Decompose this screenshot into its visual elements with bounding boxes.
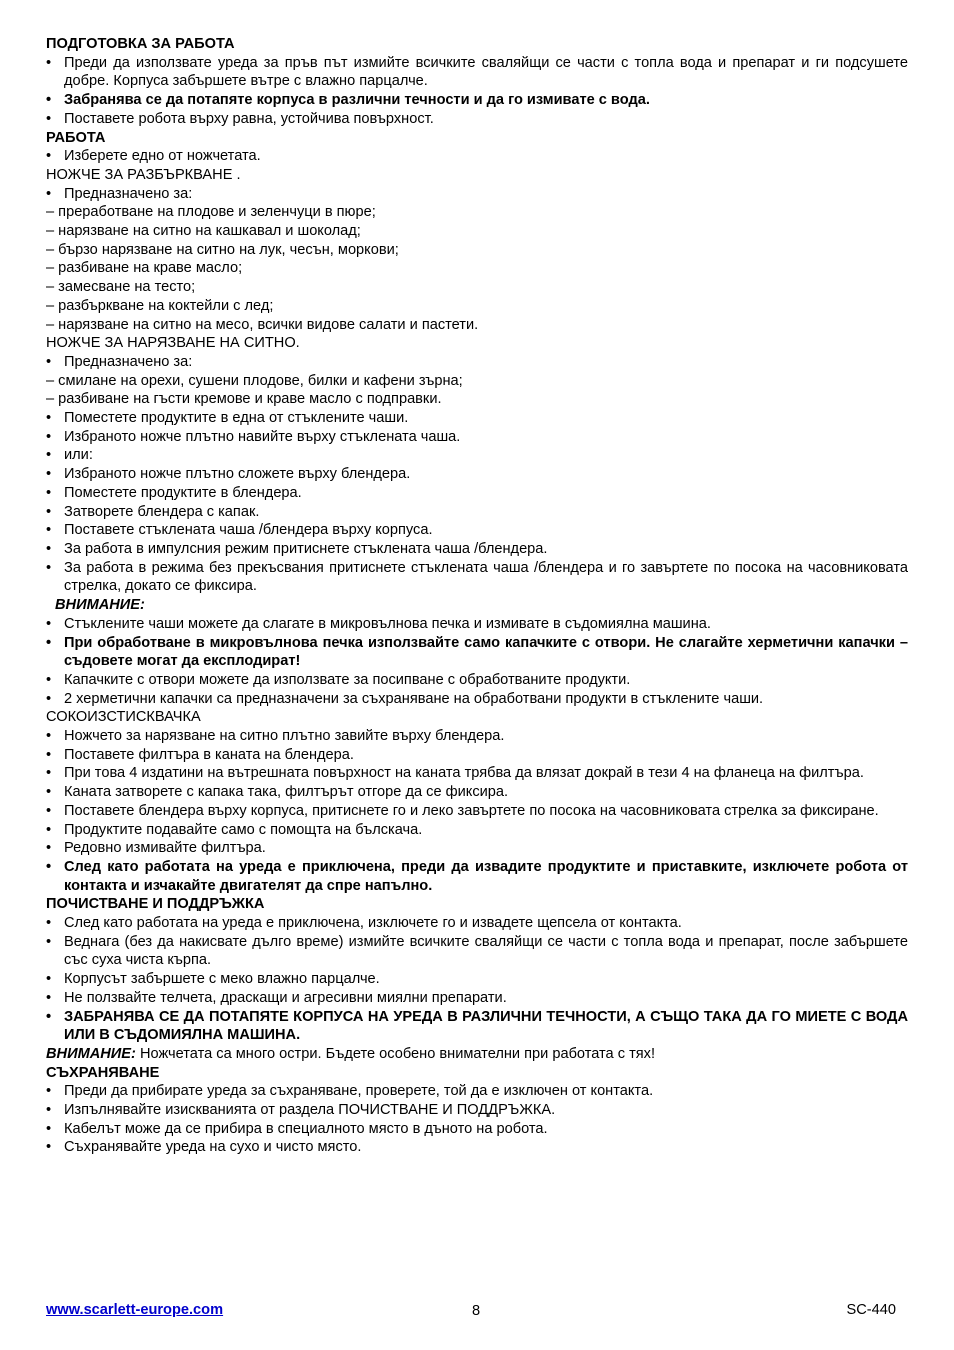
bullet-item: • Изпълнявайте изискванията от раздела ПОЧИСТВАНЕ И ПОДДРЪЖКА. xyxy=(46,1101,908,1120)
bullet-item: • Капачките с отвори можете да използвате за посипване с обработваните продукти. xyxy=(46,671,908,690)
bullet-item: • Поместете продуктите в една от стъклените чаши. xyxy=(46,409,908,428)
bullet-item: • При това 4 издатини на вътрешната повърхност на каната трябва да влязат докрай в тези 4 на фланеца на филтъра. xyxy=(46,764,908,783)
bullet-item: • Затворете блендера с капак. xyxy=(46,503,908,522)
bold-bullet-item: • След като работата на уреда е приключена, преди да извадите продуктите и приставките, изключете робота от контакта и изчакайте двигателят да спре напълно. xyxy=(46,858,908,895)
bullet-item: • Ножчето за нарязване на ситно плътно завийте върху блендера. xyxy=(46,727,908,746)
bullet-item: • Продуктите подавайте само с помощта на бълскача. xyxy=(46,821,908,840)
text-line: – замесване на тесто; xyxy=(46,279,196,296)
bullet-item: • Поставете филтъра в каната на блендера. xyxy=(46,746,908,765)
bullet-item: • Предназначено за: xyxy=(46,185,908,204)
section-heading: РАБОТА xyxy=(46,129,106,146)
text-line: – преработване на плодове и зеленчуци в пюре; xyxy=(46,204,376,221)
bullet-item: • Предназначено за: xyxy=(46,353,908,372)
bullet-item: • Поставете блендера върху корпуса, притиснете го и леко завъртете по посока на часовниковата стрелка за фиксиране. xyxy=(46,802,908,821)
text-line: – бързо нарязване на ситно на лук, чесън, моркови; xyxy=(46,241,399,258)
section-heading: ПОЧИСТВАНЕ И ПОДДРЪЖКА xyxy=(46,896,265,913)
bullet-item: • Преди да прибирате уреда за съхраняване, проверете, той да е изключен от контакта. xyxy=(46,1082,908,1101)
bullet-item: • Кабелът може да се прибира в специалното място в дъното на робота. xyxy=(46,1120,908,1139)
note-label: ВНИМАНИЕ: xyxy=(46,1045,136,1062)
bullet-item: • Изберете едно от ножчетата. xyxy=(46,147,908,166)
page-number: 8 xyxy=(472,1303,481,1319)
text-line: – разбиване на краве масло; xyxy=(46,260,243,277)
text-line: – смилане на орехи, сушени плодове, билки и кафени зърна; xyxy=(46,372,463,389)
text-line: – разбъркване на коктейли с лед; xyxy=(46,297,274,314)
text-line: – нарязване на ситно на кашкавал и шоколад; xyxy=(46,223,361,240)
bullet-item: • Преди да използвате уреда за пръв път измийте всичките сваляйщи се части с топла вода и препарат и ги подсушете добре. Корпуса забършете вътре с влажно парцалче. xyxy=(46,54,908,91)
text-line: НОЖЧЕ ЗА РАЗБЪРКВАНЕ . xyxy=(46,166,241,183)
bullet-item: • Избраното ножче плътно сложете върху блендера. xyxy=(46,465,908,484)
bullet-item: • Веднага (без да накисвате дълго време) измийте всичките сваляйщи се части с топла вода и препарат, после забършете със суха чиста кърпа. xyxy=(46,933,908,970)
bullet-item: • Съхранявайте уреда на сухо и чисто място. xyxy=(46,1138,908,1157)
bullet-item: • Поставете робота върху равна, устойчива повърхност. xyxy=(46,110,908,129)
bullet-item: • Не ползвайте телчета, драскащи и агресивни миялни препарати. xyxy=(46,989,908,1008)
bullet-item: • Корпусът забършете с меко влажно парцалче. xyxy=(46,970,908,989)
text-line: СОКОИЗСТИСКВАЧКА xyxy=(46,709,201,726)
bullet-item: • Поставете стъклената чаша /блендера върху корпуса. xyxy=(46,521,908,540)
bullet-item: • За работа в импулсния режим притиснете стъклената чаша /блендера. xyxy=(46,540,908,559)
bullet-item: • Поместете продуктите в блендера. xyxy=(46,484,908,503)
text-line: – разбиване на гъсти кремове и краве масло с подправки. xyxy=(46,391,442,408)
bullet-item: • След като работата на уреда е приключена, изключете го и извадете щепсела от контакта. xyxy=(46,914,908,933)
bullet-item: • Каната затворете с капака така, филтърът отгоре да се фиксира. xyxy=(46,783,908,802)
model-number: SC-440 xyxy=(846,1302,896,1318)
text-line: НОЖЧЕ ЗА НАРЯЗВАНЕ НА СИТНО. xyxy=(46,335,300,352)
website-link[interactable]: www.scarlett-europe.com xyxy=(46,1302,224,1318)
warning-label: ВНИМАНИЕ: xyxy=(55,597,145,614)
bullet-item: • За работа в режима без прекъсвания притиснете стъклената чаша /блендера и го завъртете по посока на часовниковата стрелка, докато се фиксира. xyxy=(46,559,908,596)
bullet-item: • Стъклените чаши можете да слагате в микровълнова печка и измивате в съдомиялна машина. xyxy=(46,615,908,634)
bullet-item: • 2 херметични капачки са предназначени за съхраняване на обработвани продукти в стъклените чаши. xyxy=(46,690,908,709)
section-heading: СЪХРАНЯВАНЕ xyxy=(46,1064,160,1081)
bold-bullet-item: • ЗАБРАНЯВА СЕ ДА ПОТАПЯТЕ КОРПУСА НА УРЕДА В РАЗЛИЧНИ ТЕЧНОСТИ, А СЪЩО ТАКА ДА ГО МИЕТЕ С ВОДА ИЛИ В СЪДОМИЯЛНА МАШИНА. xyxy=(46,1008,908,1045)
text-line: – нарязване на ситно на месо, всички видове салати и пастети. xyxy=(46,316,479,333)
document-body xyxy=(46,35,908,1157)
bullet-item: • Редовно измивайте филтъра. xyxy=(46,839,908,858)
section-heading: ПОДГОТОВКА ЗА РАБОТА xyxy=(46,36,235,52)
bullet-item: • или: xyxy=(46,446,908,465)
bullet-item: • Избраното ножче плътно навийте върху стъклената чаша. xyxy=(46,428,908,447)
bold-bullet-item: • При обработване в микровълнова печка използвайте само капачките с отвори. Не слагайте херметични капачки – съдовете могат да експлодират! xyxy=(46,634,908,671)
page-footer xyxy=(46,1302,896,1324)
note-paragraph xyxy=(46,1045,908,1064)
bold-bullet-item: • Забранява се да потапяте корпуса в различни течности и да го измивате с вода. xyxy=(46,91,908,110)
note-text: Ножчетата са много остри. Бъдете особено внимателни при работата с тях! xyxy=(135,1045,656,1062)
